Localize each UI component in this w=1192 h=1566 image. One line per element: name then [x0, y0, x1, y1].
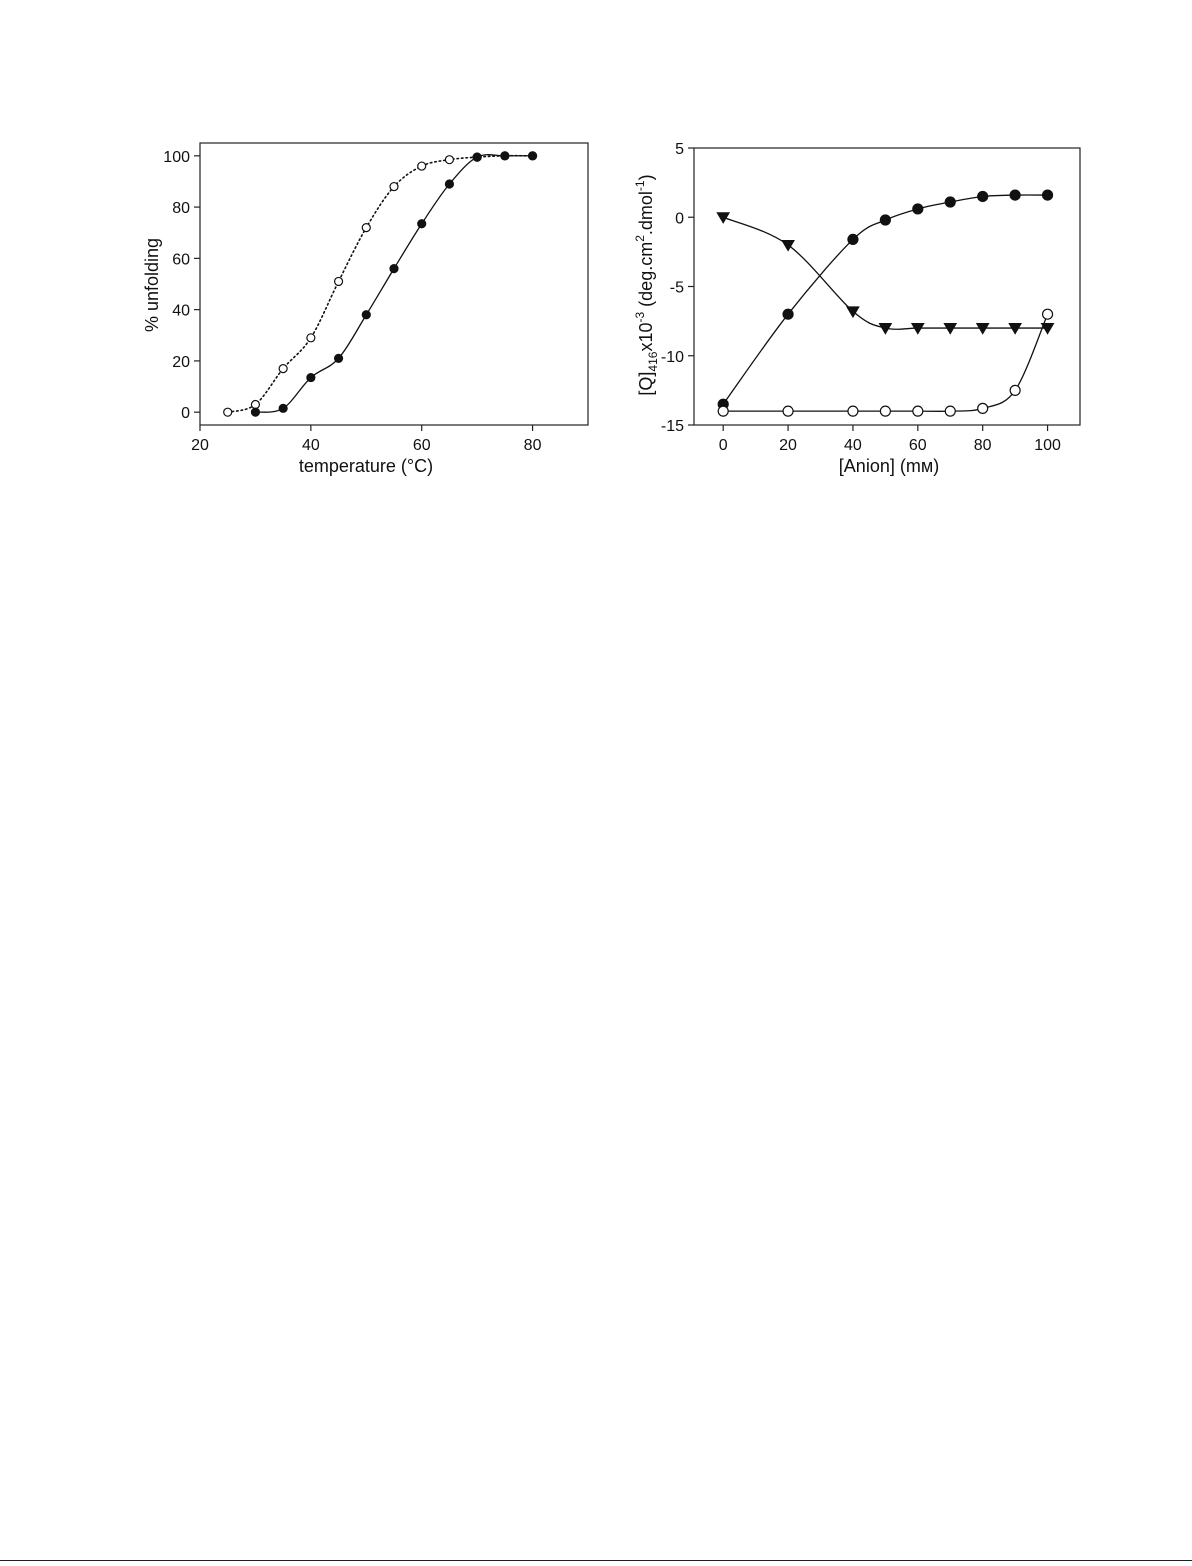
left-series-0-point: [335, 277, 343, 285]
left-y-tick-label: 0: [181, 405, 190, 423]
right-series-1-point: [717, 213, 729, 223]
right-x-tick-label: 100: [1034, 437, 1061, 454]
right-x-axis-label: [Anion] (mм): [838, 456, 940, 476]
left-series-0-point: [418, 162, 426, 170]
right-series-0-point: [1043, 190, 1053, 200]
right-y-tick-label: -5: [669, 279, 684, 297]
right-series-0-point: [783, 309, 793, 319]
left-series-0-point: [390, 183, 398, 191]
ylabel-part-close: ): [636, 174, 656, 181]
left-x-tick-label: 80: [523, 437, 542, 454]
left-series-1-point: [445, 180, 453, 188]
right-x-tick-label: 80: [973, 437, 992, 454]
left-series-0-line: [228, 156, 533, 412]
right-x-tick-label: 20: [779, 437, 797, 454]
left-series-1-point: [279, 404, 287, 412]
left-series-1-point: [473, 153, 481, 161]
left-series-1-point: [335, 354, 343, 362]
right-series-2-point: [783, 406, 793, 416]
left-series-0-point: [362, 224, 370, 232]
right-series-2-point: [913, 406, 923, 416]
left-series-0-point: [224, 408, 232, 416]
ylabel-part-sq: 2: [633, 235, 647, 242]
ylabel-part-q: [Q]: [636, 371, 656, 396]
left-y-axis-label: % unfolding: [142, 237, 162, 333]
left-series-1-point: [529, 152, 537, 160]
right-x-tick-label: 60: [908, 437, 927, 454]
left-series-1-point: [251, 408, 259, 416]
right-series-2-point: [848, 406, 858, 416]
left-series-0-point: [307, 334, 315, 342]
unfolding-chart: [142, 143, 588, 476]
page-bottom-rule: [0, 1560, 1192, 1561]
right-y-tick-label: -15: [660, 418, 684, 435]
right-series-1-line: [723, 217, 1047, 329]
left-series-1-point: [501, 152, 509, 160]
right-y-tick-label: 5: [675, 141, 684, 158]
left-series-1-point: [418, 220, 426, 228]
ylabel-part-dmol: .dmol: [636, 191, 656, 236]
left-series-1-point: [390, 265, 398, 273]
left-series-1-point: [362, 311, 370, 319]
right-plot-frame: [694, 148, 1080, 425]
left-series-0-point: [445, 156, 453, 164]
right-series-2-point: [1043, 309, 1053, 319]
left-x-tick-label: 20: [191, 437, 209, 454]
left-series-0-point: [279, 365, 287, 373]
right-series-0-point: [848, 234, 858, 244]
right-y-tick-label: -10: [660, 348, 684, 366]
right-series-1-point: [782, 240, 794, 250]
left-series-1-point: [307, 374, 315, 382]
right-series-0-point: [978, 191, 988, 201]
left-y-tick-label: 80: [172, 200, 190, 218]
figure: [0, 0, 1192, 520]
right-series-2-point: [880, 406, 890, 416]
right-series-0-point: [1010, 190, 1020, 200]
right-y-axis-label: [633, 174, 660, 395]
left-x-tick-label: 40: [301, 437, 320, 454]
ylabel-part-neg1: -1: [633, 180, 647, 192]
left-x-axis-label: temperature (°C): [298, 456, 434, 476]
ylabel-part-exp: -3: [633, 311, 647, 323]
left-y-tick-label: 100: [163, 148, 190, 166]
left-x-tick-label: 60: [412, 437, 431, 454]
left-y-tick-label: 60: [172, 251, 190, 269]
right-series-0-point: [880, 215, 890, 225]
left-y-tick-label: 40: [172, 302, 190, 320]
right-series-2-point: [945, 406, 955, 416]
right-series-0-line: [723, 195, 1047, 404]
right-series-2-point: [718, 406, 728, 416]
anion-chart: [633, 141, 1080, 476]
ylabel-part-sub: 416: [646, 351, 660, 372]
right-series-0-point: [945, 197, 955, 207]
left-series-0-point: [251, 400, 259, 408]
right-y-tick-label: 0: [675, 210, 684, 228]
ylabel-part-unit: (deg.cm: [636, 241, 656, 312]
right-series-0-point: [913, 204, 923, 214]
right-x-tick-label: 0: [718, 437, 728, 454]
ylabel-part-x10: x10: [636, 322, 656, 352]
left-series-1-line: [255, 155, 532, 413]
right-x-tick-label: 40: [844, 437, 862, 454]
right-series-2-point: [978, 403, 988, 413]
left-y-tick-label: 20: [172, 353, 190, 371]
right-series-2-point: [1010, 385, 1020, 395]
